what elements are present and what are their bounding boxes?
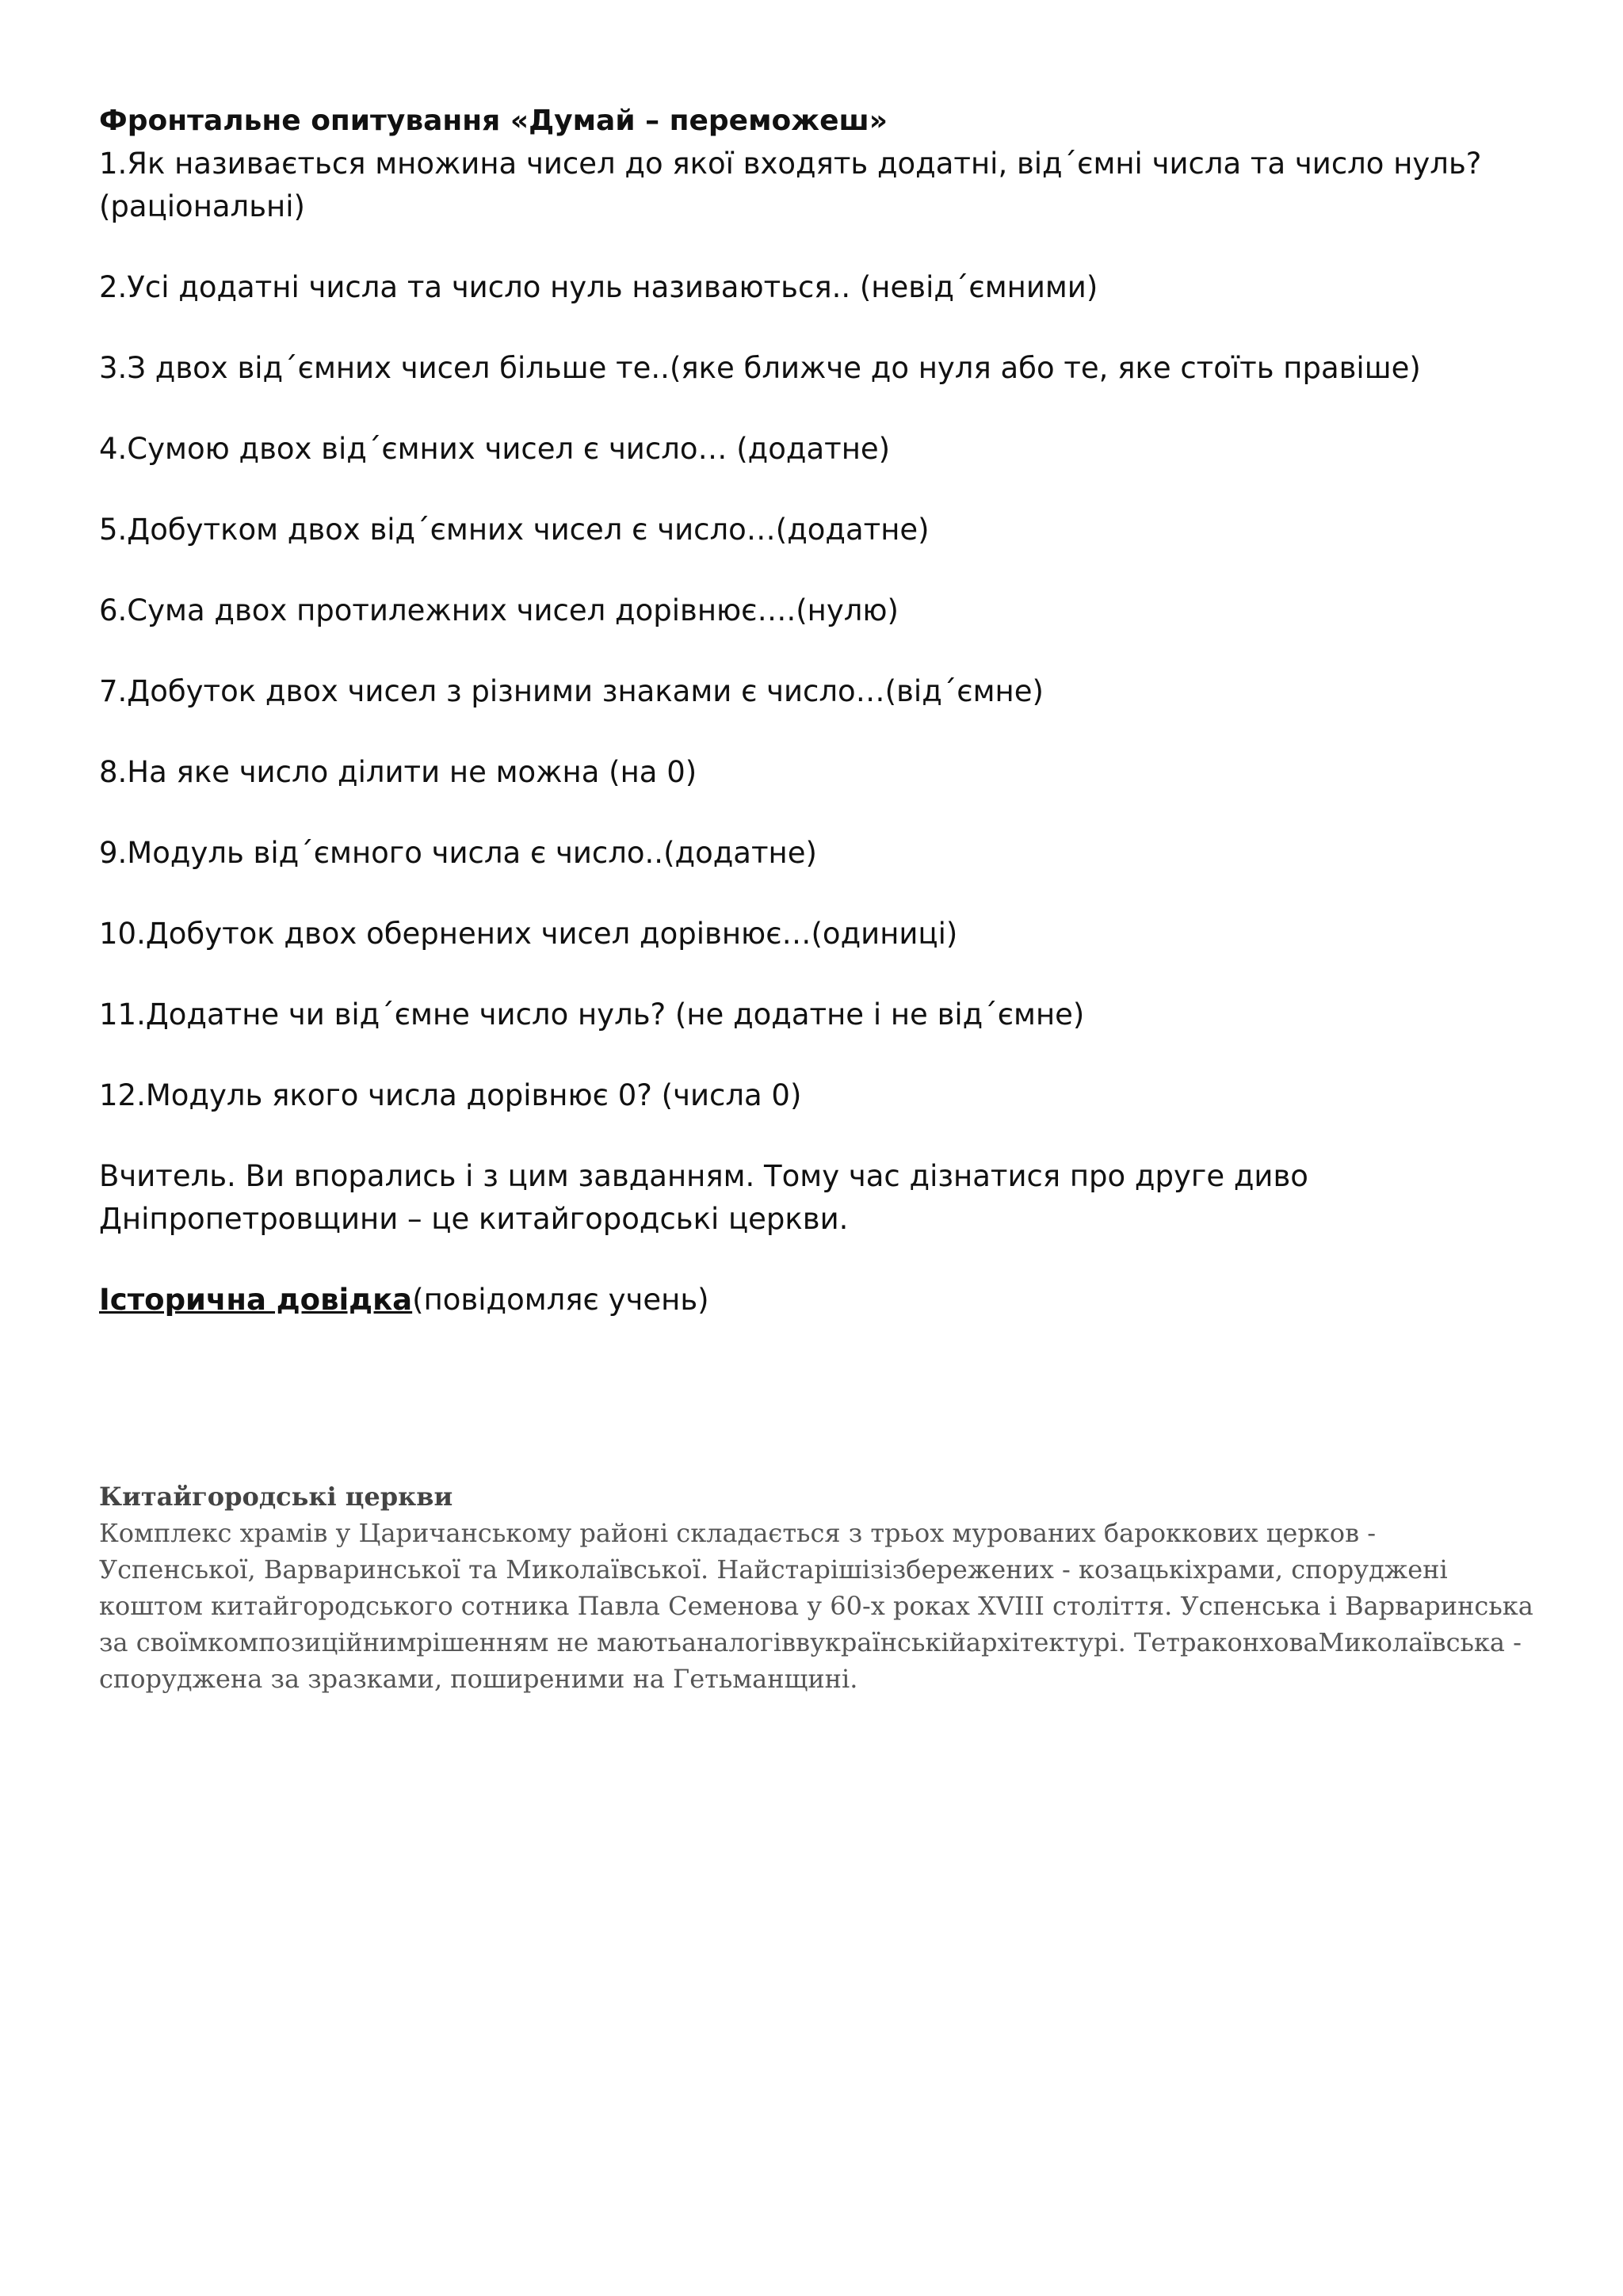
history-note: (повідомляє учень) [412,1283,709,1317]
survey-title: Фронтальне опитування «Думай – переможеш» [99,105,888,137]
teacher-remark-line-1: Вчитель. Ви впорались і з цим завданням. Тому час дізнатися про друге диво [99,1159,1308,1193]
question-3: 3.З двох від´ємних чисел більше те..(яке ближче до нуля або те, яке стоїть правіше) [99,351,1421,385]
question-11: 11.Додатне чи від´ємне число нуль? (не додатне і не від´ємне) [99,997,1085,1032]
question-10: 10.Добуток двох обернених чисел дорівнює…(одиниці) [99,917,958,951]
history-heading: Історична довідка [99,1283,413,1317]
article-section [99,1478,1541,1697]
question-7: 7.Добуток двох чисел з різними знаками є число…(від´ємне) [99,674,1044,708]
question-5: 5.Добутком двох від´ємних чисел є число…(додатне) [99,513,930,547]
teacher-remark [99,1155,1541,1241]
question-4: 4.Сумою двох від´ємних чисел є число… (додатне) [99,432,891,466]
question-12: 12.Модуль якого числа дорівнює 0? (числа 0) [99,1078,802,1112]
question-9: 9.Модуль від´ємного числа є число..(додатне) [99,836,817,870]
question-2: 2.Усі додатні числа та число нуль називаються.. (невід´ємними) [99,270,1098,304]
question-1-line-1: 1.Як називається множина чисел до якої входять додатні, від´ємні числа та число нуль? [99,147,1482,181]
teacher-remark-line-2: Дніпропетровщини – це китайгородські церкви. [99,1202,849,1236]
question-1-line-2: (раціональні) [99,189,305,223]
question-8: 8.На яке число ділити не можна (на 0) [99,755,697,789]
article-line-2: Успенської, Варваринської та Миколаївської. Найстарішізізбережених - козацькіхрами, споруджені [99,1554,1448,1585]
article-line-1: Комплекс храмів у Царичанському районі складається з трьох мурованих бароккових церков - [99,1518,1377,1548]
article-line-5: споруджена за зразками, поширеними на Гетьманщині. [99,1664,858,1694]
question-6: 6.Сума двох протилежних чисел дорівнює….(нулю) [99,593,899,627]
article-title: Китайгородські церкви [99,1482,453,1512]
survey-section [99,100,1541,1322]
article-line-4: за своїмкомпозиційнимрішенням не маютьаналогіввукраїнськійархітектурі. ТетраконховаМиколаївська - [99,1627,1522,1657]
question-1 [99,143,1541,228]
history-line [99,1279,1541,1322]
article-line-3: коштом китайгородського сотника Павла Семенова у 60-х роках XVIII століття. Успенська і Варваринська [99,1591,1533,1621]
